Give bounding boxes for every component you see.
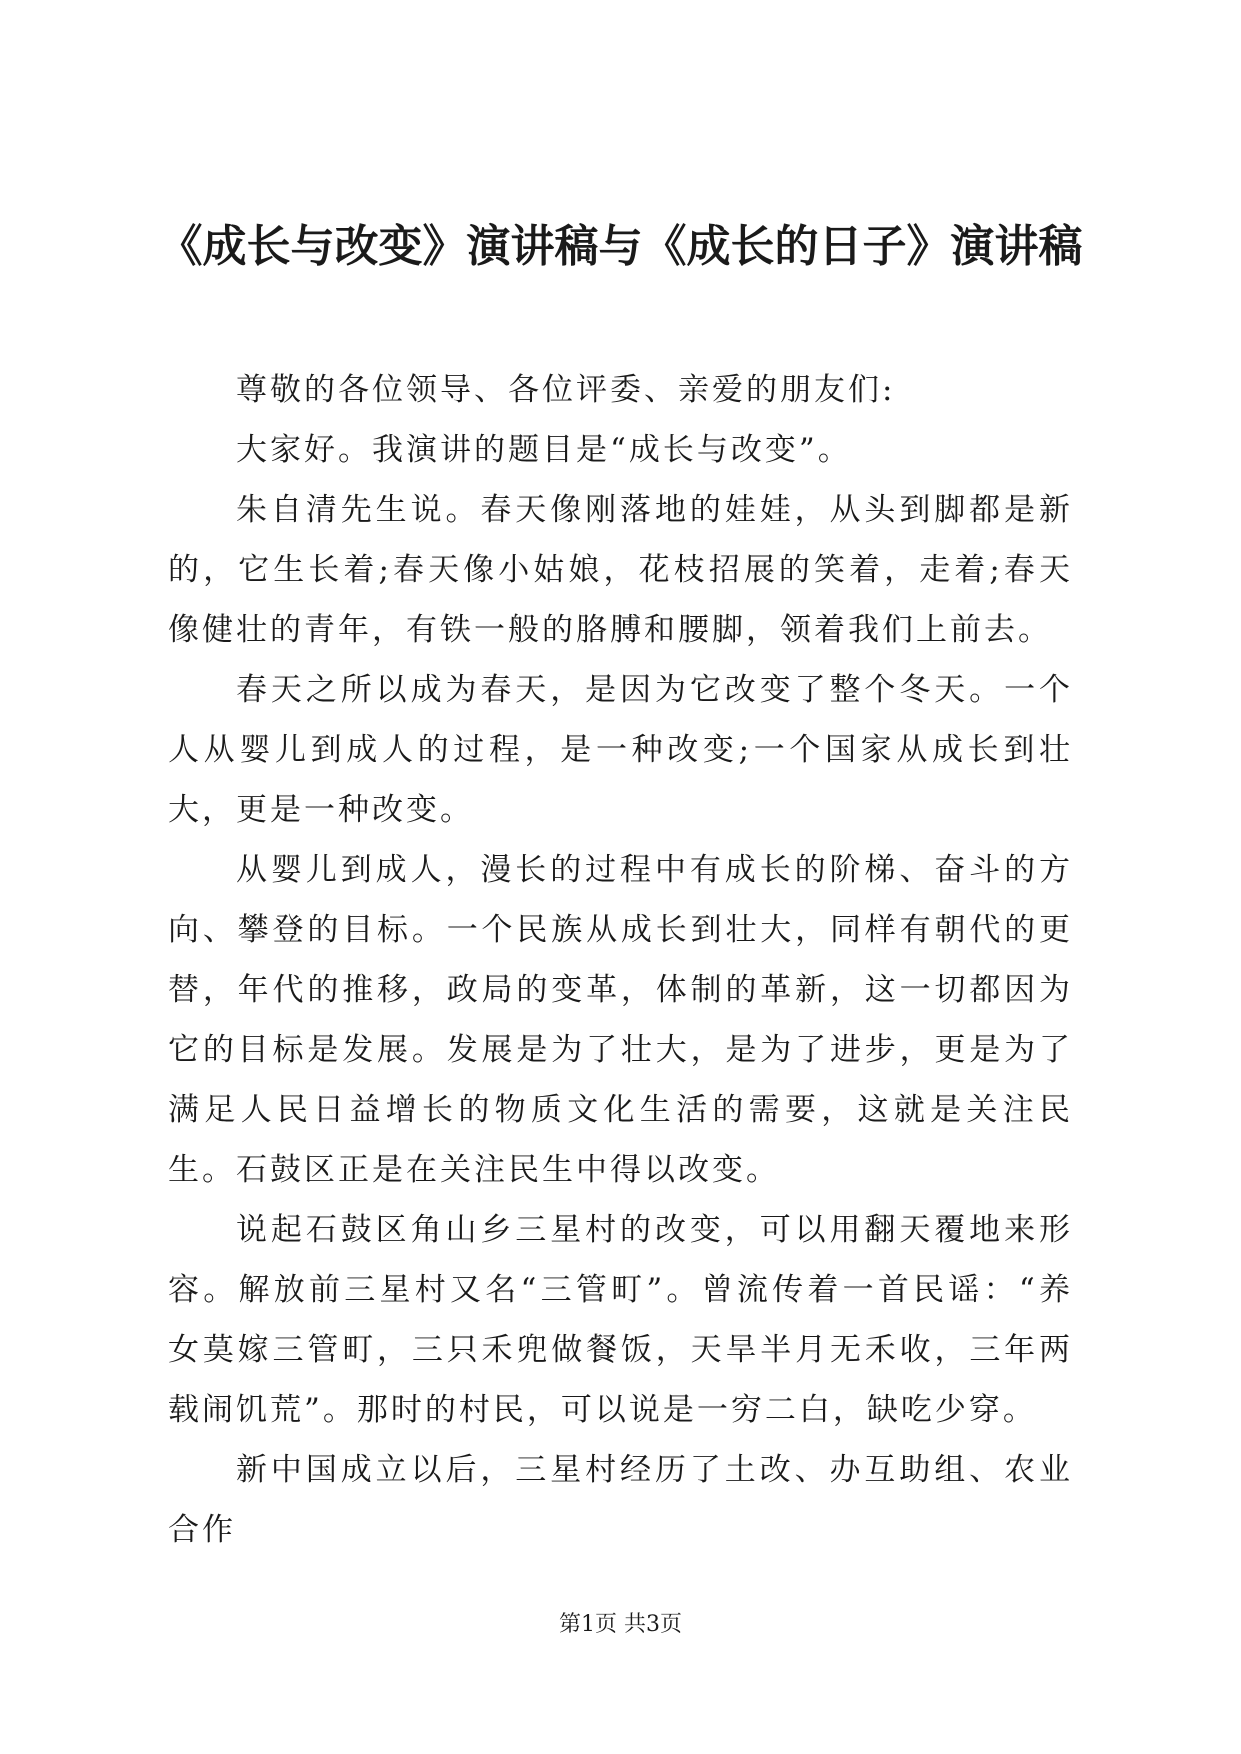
paragraph-intro: 大家好。我演讲的题目是“成长与改变”。 [236,432,852,468]
paragraph-growth: 从婴儿到成人，漫长的过程中有成长的阶梯、奋斗的方向、攀登的目标。一个民族从成长到壮大，同样有朝代的更替，年代的推移，政局的变革，体制的革新，这一切都因为它的目标是发展。发展是为了壮大，是为了进步，更是为了满足人民日益增长的物质文化生活的需要，这就是关注民生。石鼓区正是在关注民生中得以改变。 [168,852,1073,1188]
page-number-footer: 第1页 共3页 [559,1612,682,1637]
paragraph-spring: 春天之所以成为春天，是因为它改变了整个冬天。一个人从婴儿到成人的过程，是一种改变;一个国家从成长到壮大，更是一种改变。 [168,672,1073,828]
paragraph-quote: 朱自清先生说。春天像刚落地的娃娃，从头到脚都是新的，它生长着;春天像小姑娘，花枝招展的笑着，走着;春天像健壮的青年，有铁一般的胳膊和腰脚，领着我们上前去。 [168,492,1073,648]
document-title: 《成长与改变》演讲稿与《成长的日子》演讲稿 [158,221,1083,272]
paragraph-village: 说起石鼓区角山乡三星村的改变，可以用翻天覆地来形容。解放前三星村又名“三管町”。曾流传着一首民谣：“养女莫嫁三管町，三只禾兜做餐饭，天旱半月无禾收，三年两载闹饥荒”。那时的村民，可以说是一穷二白，缺吃少穿。 [168,1212,1073,1428]
paragraph-new-china: 新中国成立以后，三星村经历了土改、办互助组、农业合作 [168,1452,1073,1548]
document-body [168,360,1073,1560]
paragraph-greeting: 尊敬的各位领导、各位评委、亲爱的朋友们: [236,372,896,408]
